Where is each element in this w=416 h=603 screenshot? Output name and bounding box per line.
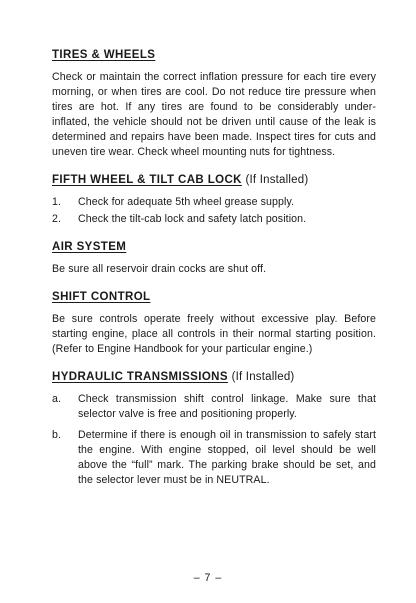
section-title: AIR SYSTEM bbox=[52, 241, 127, 253]
list-item bbox=[52, 392, 376, 422]
section-heading bbox=[52, 370, 376, 384]
manual-page bbox=[52, 48, 376, 501]
list-item bbox=[52, 195, 376, 210]
list-item bbox=[52, 212, 376, 227]
list-item-text: Check the tilt-cab lock and safety latch position. bbox=[78, 213, 307, 225]
list-marker: 1. bbox=[52, 196, 62, 208]
list-marker: a. bbox=[52, 393, 62, 405]
section-heading bbox=[52, 173, 376, 187]
section-fifth-wheel-tilt-cab bbox=[52, 173, 376, 227]
section-paragraph: Check or maintain the correct inflation pressure for each tire every morning, or when tires are cool. Do not reduce tire pressure when tires are hot. If any tires are found to be considerably under-inflated, the vehicle should not be driven until cause of the leak is determined and repairs have been made. Inspect tires for cuts and uneven tire wear. Check wheel mounting nuts for tightness. bbox=[52, 71, 376, 158]
checklist bbox=[52, 392, 376, 488]
list-marker: 2. bbox=[52, 213, 62, 225]
section-shift-control bbox=[52, 290, 376, 357]
section-title: SHIFT CONTROL bbox=[52, 291, 151, 303]
section-heading bbox=[52, 48, 376, 62]
section-air-system bbox=[52, 240, 376, 277]
list-item bbox=[52, 428, 376, 488]
page-number: – 7 – bbox=[193, 572, 223, 584]
list-item-text: Check transmission shift control linkage. Make sure that selector valve is free and positioning properly. bbox=[78, 393, 376, 420]
section-heading bbox=[52, 240, 376, 254]
section-note: (If Installed) bbox=[245, 174, 309, 186]
section-paragraph: Be sure controls operate freely without excessive play. Before starting engine, place all controls in their normal starting position. (Refer to Engine Handbook for your particular engine.) bbox=[52, 313, 376, 355]
section-title: TIRES & WHEELS bbox=[52, 49, 156, 61]
section-note: (If Installed) bbox=[231, 371, 295, 383]
section-title: FIFTH WHEEL & TILT CAB LOCK bbox=[52, 174, 242, 186]
checklist bbox=[52, 195, 376, 227]
section-paragraph: Be sure all reservoir drain cocks are shut off. bbox=[52, 263, 267, 275]
section-title: HYDRAULIC TRANSMISSIONS bbox=[52, 371, 228, 383]
list-item-text: Determine if there is enough oil in transmission to safely start the engine. With engine stopped, oil level should be well above the “full” mark. The parking brake should be set, and the selector lever must be in NEUTRAL. bbox=[78, 429, 376, 486]
list-item-text: Check for adequate 5th wheel grease supply. bbox=[78, 196, 295, 208]
section-hydraulic-transmissions bbox=[52, 370, 376, 488]
list-marker: b. bbox=[52, 429, 62, 441]
section-heading bbox=[52, 290, 376, 304]
section-tires-wheels bbox=[52, 48, 376, 160]
